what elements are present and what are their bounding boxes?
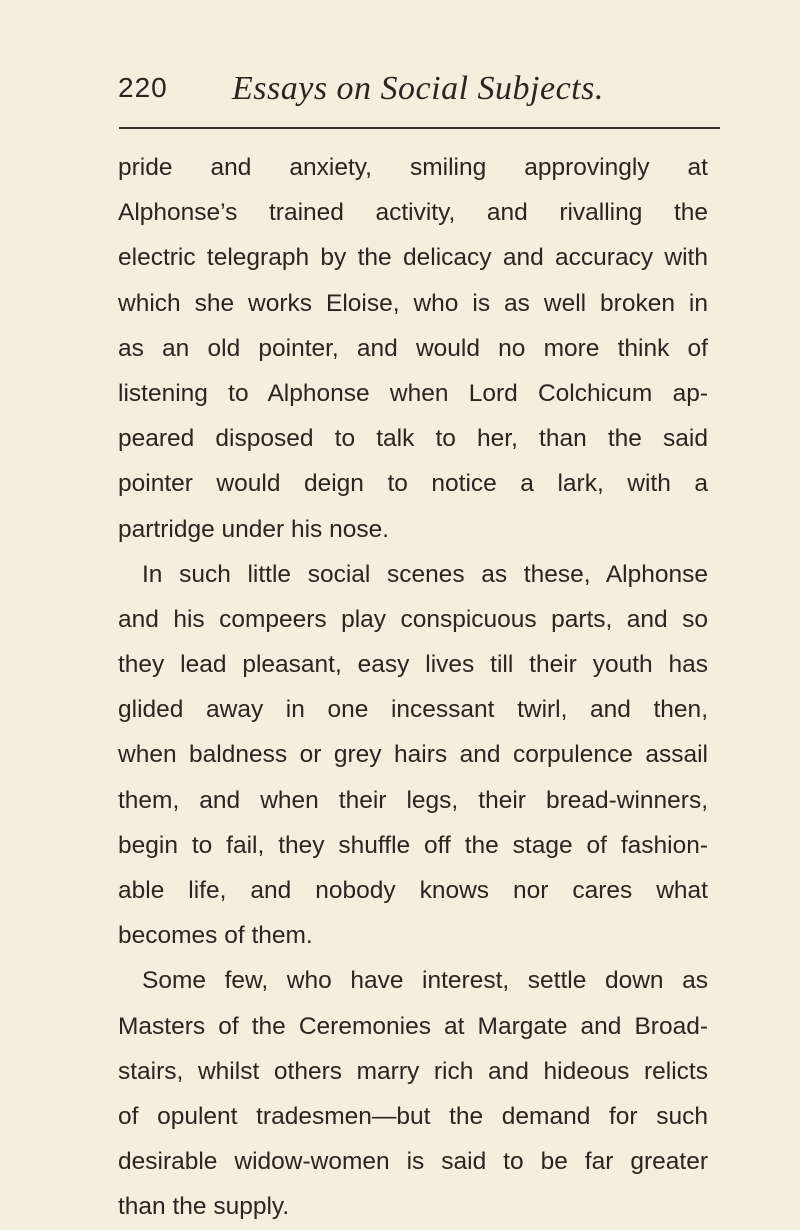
text-line: pride and anxiety, smiling approvingly at (118, 154, 708, 181)
running-title: Essays on Social Subjects. (232, 70, 604, 107)
body-text (118, 145, 708, 1230)
text-line: electric telegraph by the delicacy and accuracy with (118, 244, 708, 272)
text-line: Masters of the Ceremonies at Margate and Broad- (118, 1012, 708, 1040)
text-line: In such little social scenes as these, Alphonse (142, 560, 708, 588)
text-line: Alphonse’s trained activity, and rivalling the (118, 199, 708, 227)
text-line: Some few, who have interest, settle down as (142, 967, 708, 995)
page-number: 220 (118, 72, 168, 103)
text-line: which she works Eloise, who is as well broken in (118, 289, 708, 317)
text-line: desirable widow-women is said to be far greater (118, 1148, 708, 1176)
text-line: listening to Alphonse when Lord Colchicum ap- (118, 379, 708, 407)
text-line: they lead pleasant, easy lives till their youth has (118, 651, 708, 679)
header-rule (119, 127, 720, 129)
text-line: and his compeers play conspicuous parts, and so (118, 605, 708, 633)
text-line: pointer would deign to notice a lark, with a (118, 470, 708, 498)
text-line: begin to fail, they shuffle off the stage of fashion- (118, 831, 708, 859)
text-line: than the supply. (118, 1193, 290, 1221)
text-line: able life, and nobody knows nor cares what (118, 877, 708, 904)
text-line: glided away in one incessant twirl, and then, (118, 696, 708, 724)
text-line: as an old pointer, and would no more think of (118, 334, 708, 362)
text-line: them, and when their legs, their bread-winners, (118, 786, 708, 814)
text-line: peared disposed to talk to her, than the said (118, 425, 708, 453)
text-line: when baldness or grey hairs and corpulence assail (118, 741, 708, 769)
page-header (118, 72, 718, 120)
text-line: of opulent tradesmen—but the demand for such (118, 1102, 708, 1130)
text-line: partridge under his nose. (118, 515, 390, 543)
text-line: stairs, whilst others marry rich and hideous relicts (118, 1057, 708, 1085)
text-line: becomes of them. (118, 922, 313, 950)
